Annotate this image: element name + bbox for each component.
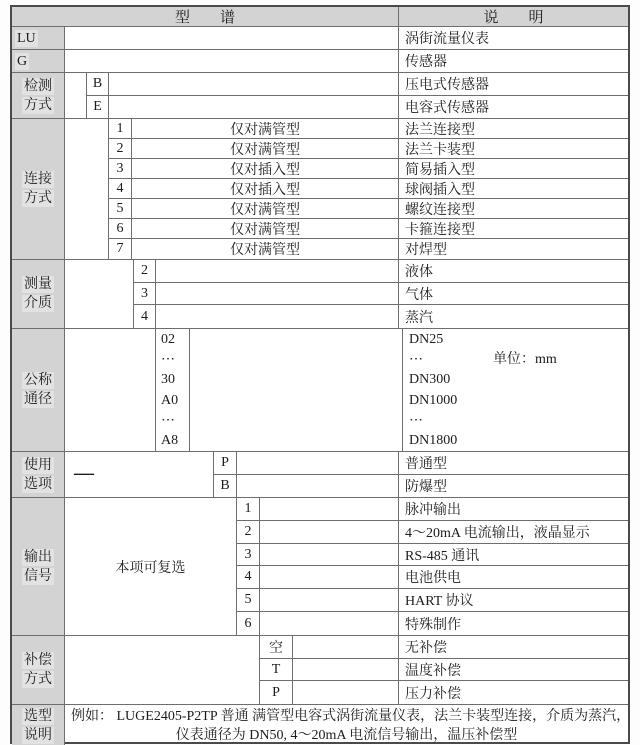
selection-example — [65, 705, 631, 745]
desc-cell: 温度补偿 — [398, 659, 628, 681]
row-g — [12, 50, 628, 73]
dash-separator: — — [74, 462, 93, 484]
table-row — [260, 681, 628, 704]
spacer-cell — [65, 636, 260, 704]
desc-cell: 法兰连接型 — [398, 119, 628, 138]
code-cell: 2 — [109, 139, 132, 158]
section-compensation — [12, 636, 628, 705]
desc-cell: 防爆型 — [398, 475, 628, 497]
code-cell: 6 — [237, 612, 260, 635]
desc-cell: 气体 — [398, 283, 628, 305]
desc-cell: 压力补偿 — [398, 681, 628, 704]
desc-cell: 压电式传感器 — [398, 73, 628, 95]
table-row — [134, 260, 628, 283]
section-usage-option — [12, 452, 628, 498]
table-row — [237, 566, 628, 589]
output-rows — [237, 498, 628, 635]
code-cell: 5 — [237, 589, 260, 611]
desc-cell: 普通型 — [398, 452, 628, 474]
connection-rows — [109, 119, 628, 259]
table-row — [109, 239, 628, 259]
desc-cell: 电容式传感器 — [398, 96, 628, 118]
label-nominal-diameter: 公称 通径 — [12, 329, 65, 451]
table-header-row — [12, 7, 628, 27]
selection-example-line2: 仪表通径为 DN50, 4～20mA 电流信号输出，温压补偿型 — [175, 727, 518, 743]
desc-cell: 特殊制作 — [398, 612, 628, 635]
label-output-signal: 输出 信号 — [12, 498, 65, 635]
label-connection-mode: 连接 方式 — [12, 119, 65, 259]
note-cell: 仅对满管型 — [230, 142, 300, 158]
empty-cell — [237, 475, 398, 497]
code-cell: B — [214, 475, 237, 497]
code-cell: 2 — [134, 260, 156, 282]
note-cell: 仅对满管型 — [230, 122, 300, 138]
table-row — [109, 199, 628, 219]
compensation-rows — [260, 636, 628, 704]
code-cell: 1 — [237, 498, 260, 520]
table-row — [109, 139, 628, 159]
empty-cell — [260, 544, 398, 566]
table-row — [214, 475, 628, 497]
medium-rows — [134, 260, 628, 328]
desc-g: 传感器 — [398, 50, 628, 72]
code-cell: 空 — [260, 636, 293, 658]
desc-cell: 4～20mA 电流输出，液晶显示 — [398, 521, 628, 543]
note-cell: 仅对满管型 — [230, 202, 300, 218]
empty-cell — [156, 260, 398, 282]
spacer-cell — [65, 329, 156, 451]
table-row — [87, 96, 628, 118]
dash-cell — [65, 452, 214, 497]
model-spectrum-table — [10, 5, 630, 744]
desc-cell: RS-485 通讯 — [398, 544, 628, 566]
table-row — [237, 498, 628, 521]
empty-cell — [109, 73, 398, 95]
label-compensation: 补偿 方式 — [12, 636, 65, 704]
empty-cell — [65, 50, 398, 72]
code-cell: P — [214, 452, 237, 474]
table-row — [237, 521, 628, 544]
desc-cell: 法兰卡装型 — [398, 139, 628, 158]
empty-cell — [156, 283, 398, 305]
diameter-codes: 02 ⋯ 30 A0 ⋯ A8 — [156, 329, 190, 451]
detect-rows — [87, 73, 628, 118]
empty-cell — [109, 96, 398, 118]
empty-cell — [293, 636, 398, 658]
code-cell: E — [87, 96, 109, 118]
desc-lu: 涡街流量仪表 — [398, 27, 628, 49]
code-lu: LU — [12, 27, 65, 49]
code-cell: 4 — [109, 179, 132, 198]
code-cell: T — [260, 659, 293, 681]
empty-cell — [237, 452, 398, 474]
header-model-spectrum: 型 谱 — [12, 7, 398, 26]
empty-cell — [293, 681, 398, 704]
table-row — [109, 119, 628, 139]
desc-cell: 卡箍连接型 — [398, 219, 628, 238]
code-cell: 4 — [134, 305, 156, 328]
note-cell: 仅对插入型 — [230, 162, 300, 178]
desc-cell: 电池供电 — [398, 566, 628, 588]
code-cell: 6 — [109, 219, 132, 238]
selection-example-line1: 例如： LUGE2405-P2TP 普通 满管型电容式涡街流量仪表，法兰卡装型连接，介质为蒸汽， — [71, 708, 631, 724]
desc-cell: 简易插入型 — [398, 159, 628, 178]
multi-select-note: 本项可复选 — [65, 498, 237, 635]
empty-cell — [260, 566, 398, 588]
code-cell: 1 — [109, 119, 132, 138]
empty-cell — [65, 27, 398, 49]
empty-cell — [260, 498, 398, 520]
spacer-cell — [65, 260, 134, 328]
code-cell: 3 — [109, 159, 132, 178]
code-cell: 4 — [237, 566, 260, 588]
code-cell: 2 — [237, 521, 260, 543]
unit-note: 单位：mm — [493, 352, 557, 368]
note-cell: 仅对插入型 — [230, 182, 300, 198]
section-output-signal — [12, 498, 628, 636]
empty-cell — [260, 612, 398, 635]
table-row — [214, 452, 628, 475]
empty-cell — [260, 521, 398, 543]
table-row — [87, 73, 628, 96]
empty-cell — [190, 329, 402, 451]
label-usage-option: 使用 选项 — [12, 452, 65, 497]
section-selection-note — [12, 705, 631, 745]
header-description: 说 明 — [398, 7, 628, 26]
spacer-cell — [65, 73, 87, 118]
desc-cell: 蒸汽 — [398, 305, 628, 328]
code-g: G — [12, 50, 65, 72]
spacer-cell — [65, 119, 109, 259]
desc-cell: 对焊型 — [398, 239, 628, 259]
desc-cell: 球阀插入型 — [398, 179, 628, 198]
row-lu — [12, 27, 628, 50]
section-connection-mode — [12, 119, 628, 260]
code-cell: 5 — [109, 199, 132, 218]
table-row — [109, 219, 628, 239]
empty-cell — [293, 659, 398, 681]
table-row — [134, 283, 628, 306]
table-row — [109, 159, 628, 179]
table-row — [260, 636, 628, 659]
section-nominal-diameter — [12, 329, 628, 452]
section-detect-mode — [12, 73, 628, 119]
table-row — [109, 179, 628, 199]
label-selection-note: 选型 说明 — [12, 705, 65, 745]
label-detect-mode: 检测 方式 — [12, 73, 65, 118]
note-cell: 仅对满管型 — [230, 243, 300, 258]
desc-cell: 液体 — [398, 260, 628, 282]
desc-cell: HART 协议 — [398, 589, 628, 611]
desc-cell: 脉冲输出 — [398, 498, 628, 520]
desc-cell: 无补偿 — [398, 636, 628, 658]
code-cell: 3 — [134, 283, 156, 305]
table-row — [237, 612, 628, 635]
note-cell: 仅对满管型 — [230, 222, 300, 238]
usage-rows — [214, 452, 628, 497]
code-cell: 3 — [237, 544, 260, 566]
empty-cell — [156, 305, 398, 328]
desc-cell: 螺纹连接型 — [398, 199, 628, 218]
section-medium — [12, 260, 628, 329]
table-row — [237, 544, 628, 567]
empty-cell — [260, 589, 398, 611]
label-medium: 测量 介质 — [12, 260, 65, 328]
table-row — [260, 659, 628, 682]
code-cell: B — [87, 73, 109, 95]
code-cell: 7 — [109, 239, 132, 259]
table-row — [134, 305, 628, 328]
code-cell: P — [260, 681, 293, 704]
table-row — [237, 589, 628, 612]
diameter-descs: DN25 ⋯ 单位：mm DN300 DN1000 ⋯ DN1800 — [402, 329, 632, 451]
